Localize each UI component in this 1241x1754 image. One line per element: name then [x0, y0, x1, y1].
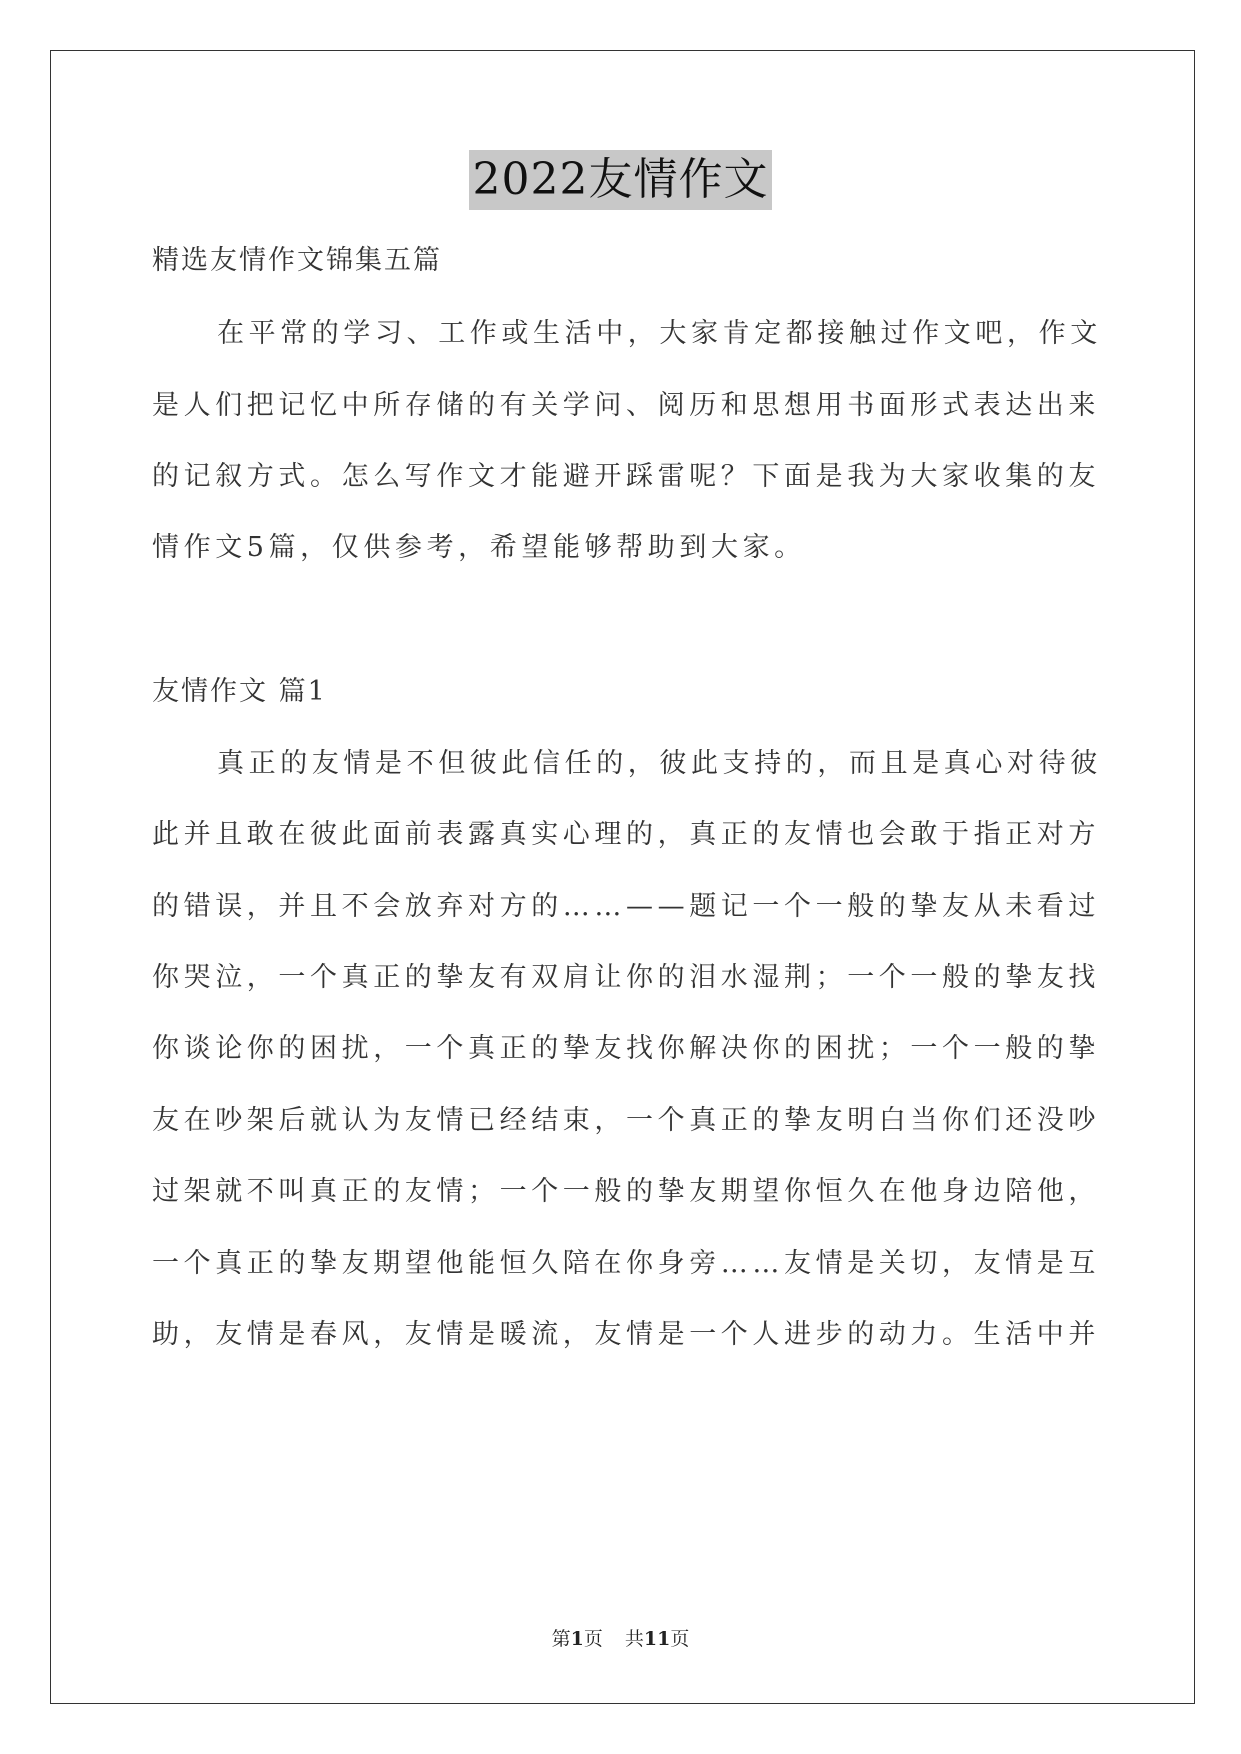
footer-total-pages: 11 — [643, 1628, 671, 1650]
page-border — [50, 50, 1195, 1704]
footer-total-prefix: 共 — [624, 1628, 644, 1650]
document-subtitle: 精选友情作文锦集五篇 — [152, 245, 442, 276]
section-heading: 友情作文 篇1 — [152, 676, 327, 707]
section-paragraph-line: 此并且敢在彼此面前表露真实心理的，真正的友情也会敢于指正对方 — [152, 819, 1100, 850]
section-paragraph-line: 你谈论你的困扰，一个真正的挚友找你解决你的困扰；一个一般的挚 — [152, 1033, 1100, 1064]
section-paragraph-line: 过架就不叫真正的友情；一个一般的挚友期望你恒久在他身边陪他， — [152, 1176, 1100, 1207]
page-footer — [0, 1626, 1241, 1652]
intro-paragraph-line: 的记叙方式。怎么写作文才能避开踩雷呢？下面是我为大家收集的友 — [152, 461, 1100, 492]
footer-prefix: 第 — [551, 1628, 571, 1650]
footer-page-unit: 页 — [583, 1628, 603, 1650]
section-paragraph-line: 你哭泣，一个真正的挚友有双肩让你的泪水湿荆；一个一般的挚友找 — [152, 962, 1100, 993]
footer-total-unit: 页 — [670, 1628, 690, 1650]
section-paragraph-line: 真正的友情是不但彼此信任的，彼此支持的，而且是真心对待彼 — [217, 748, 1102, 779]
intro-paragraph-line: 在平常的学习、工作或生活中，大家肯定都接触过作文吧，作文 — [217, 318, 1102, 349]
section-paragraph-line: 的错误，并且不会放弃对方的……——题记一个一般的挚友从未看过 — [152, 891, 1100, 922]
document-title: 2022友情作文 — [469, 150, 773, 210]
section-paragraph-line: 助，友情是春风，友情是暖流，友情是一个人进步的动力。生活中并 — [152, 1319, 1100, 1350]
section-paragraph-line: 一个真正的挚友期望他能恒久陪在你身旁……友情是关切，友情是互 — [152, 1248, 1100, 1279]
section-paragraph-line: 友在吵架后就认为友情已经结束，一个真正的挚友明白当你们还没吵 — [152, 1105, 1100, 1136]
footer-page-number: 1 — [570, 1628, 584, 1650]
intro-paragraph-line: 是人们把记忆中所存储的有关学问、阅历和思想用书面形式表达出来 — [152, 390, 1100, 421]
title-container — [0, 150, 1241, 210]
intro-paragraph-line: 情作文5篇，仅供参考，希望能够帮助到大家。 — [152, 532, 806, 563]
